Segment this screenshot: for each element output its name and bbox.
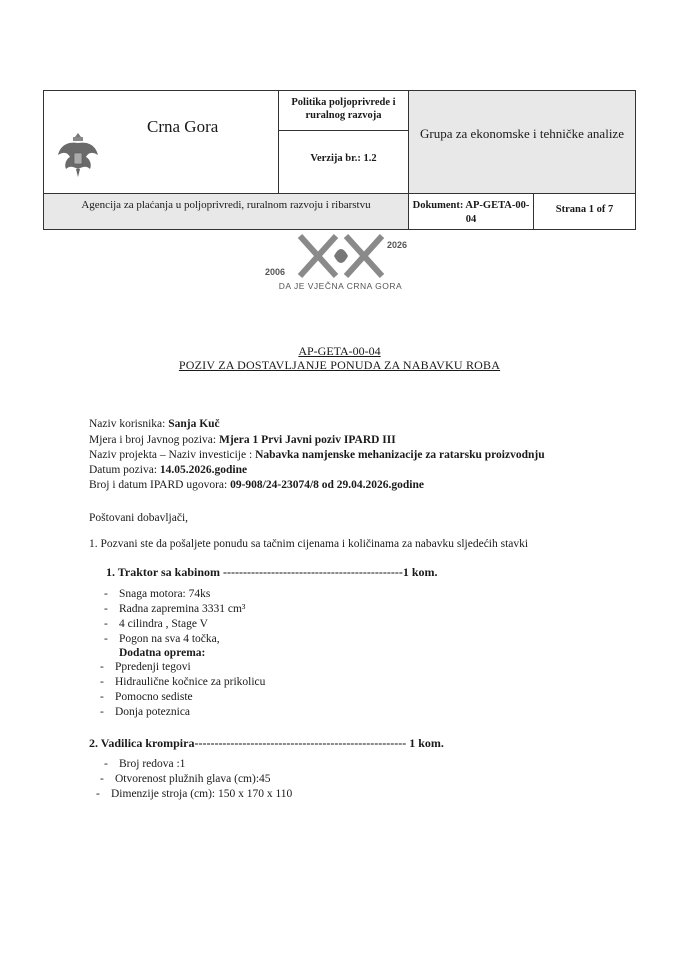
header-policy-cell: [279, 91, 409, 131]
info-line-date: [89, 464, 247, 476]
info-label: Naziv projekta – Naziv investicije :: [89, 449, 256, 461]
list-item: - Snaga motora: 74ks: [104, 588, 211, 600]
info-label: Mjera i broj Javnog poziva:: [89, 434, 219, 446]
item-heading: 1. Traktor sa kabinom ---------------------------------------------1 kom.: [106, 565, 438, 579]
info-value: Mjera 1 Prvi Javni poziv IPARD III: [218, 434, 396, 446]
logo-year-start: 2006: [265, 267, 286, 277]
list-item: - Broj redova :1: [104, 758, 186, 770]
info-label: Datum poziva:: [89, 464, 160, 476]
info-line-beneficiary: [89, 418, 220, 430]
header-document-cell: [409, 194, 534, 229]
list-item: - 4 cilindra , Stage V: [104, 618, 208, 630]
policy-name: Politika poljoprivrede i ruralnog razvoja: [291, 97, 396, 121]
coat-of-arms-icon: [56, 129, 100, 181]
version-number: Verzija br.: 1.2: [310, 153, 377, 164]
list-item-text: Pogon na sva 4 točka,: [119, 633, 220, 645]
document-code: Dokument: AP-GETA-00-04: [412, 200, 530, 225]
extras-title: Dodatna oprema:: [119, 647, 206, 659]
list-item-text: Ppredenji tegovi: [115, 661, 191, 673]
list-item-text: Dimenzije stroja (cm): 150 x 170 x 110: [111, 788, 293, 800]
info-line-measure: [89, 434, 396, 446]
list-item: - Pogon na sva 4 točka,: [104, 633, 220, 645]
header-group-cell: [409, 91, 635, 194]
page-number: Strana 1 of 7: [555, 204, 614, 215]
item-heading: 2. Vadilica krompira----------------------------------------------------- 1 kom.: [89, 736, 444, 750]
document-title: POZIV ZA DOSTAVLJANJE PONUDA ZA NABAVKU ROBA: [178, 358, 501, 372]
list-item-text: Pomocno sediste: [115, 691, 193, 703]
info-label: Broj i datum IPARD ugovora:: [89, 479, 231, 491]
info-value: Nabavka namjenske mehanizacije za ratarsku proizvodnju: [255, 449, 545, 461]
list-item-text: Donja poteznica: [115, 706, 191, 718]
list-item: - Hidraulične kočnice za prikolicu: [100, 676, 266, 688]
list-item-text: Otvorenost plužnih glava (cm):45: [115, 773, 271, 785]
info-line-project: [89, 449, 545, 461]
intro-paragraph: 1. Pozvani ste da pošaljete ponudu sa tačnim cijenama i količinama za nabavku sljedećih stavki: [89, 538, 529, 550]
list-item: - Pomocno sediste: [100, 691, 193, 703]
list-item-text: Radna zapremina 3331 cm³: [119, 603, 246, 615]
header-table: [43, 90, 636, 230]
greeting: Poštovani dobavljači,: [89, 512, 189, 524]
anniversary-xx-icon: [296, 234, 386, 278]
list-item: - Ppredenji tegovi: [100, 661, 191, 673]
list-item: - Dimenzije stroja (cm): 150 x 170 x 110: [96, 788, 293, 800]
list-item-text: Snaga motora: 74ks: [119, 588, 211, 600]
info-label: Naziv korisnika:: [89, 418, 169, 430]
header-page-cell: [534, 194, 635, 229]
info-line-contract: [89, 479, 424, 491]
logo-year-end: 2026: [387, 240, 408, 250]
list-item: - Radna zapremina 3331 cm³: [104, 603, 246, 615]
header-version-cell: [279, 131, 409, 194]
info-value: 09-908/24-23074/8 od 29.04.2026.godine: [230, 479, 425, 491]
list-item: - Otvorenost plužnih glava (cm):45: [100, 773, 271, 785]
country-name: Crna Gora: [147, 117, 219, 136]
header-country-cell: [44, 91, 279, 194]
list-item-text: 4 cilindra , Stage V: [119, 618, 208, 630]
info-value: Sanja Kuč: [168, 418, 220, 430]
list-item-text: Broj redova :1: [119, 758, 186, 770]
anniversary-logo: [258, 234, 423, 296]
agency-name: Agencija za plaćanja u poljoprivredi, ruralnom razvoju i ribarstvu: [81, 199, 371, 211]
list-item: - Donja poteznica: [100, 706, 191, 718]
group-name: Grupa za ekonomske i tehničke analize: [420, 126, 624, 141]
logo-slogan: DA JE VJEČNA CRNA GORA: [278, 281, 403, 291]
document-code-title: AP-GETA-00-04: [298, 344, 381, 358]
list-item-text: Hidraulične kočnice za prikolicu: [115, 676, 266, 688]
header-agency-cell: [44, 194, 409, 229]
info-value: 14.05.2026.godine: [159, 464, 248, 476]
